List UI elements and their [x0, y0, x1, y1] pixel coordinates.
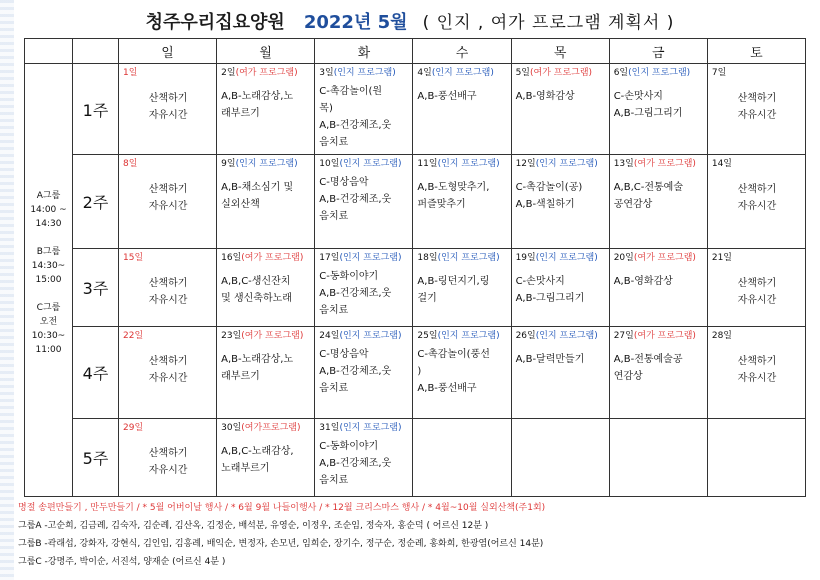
day-cell: [119, 327, 217, 419]
header-wed: 수: [413, 39, 511, 64]
day-header: [319, 66, 409, 80]
day-header: [417, 66, 507, 80]
day-cell: [119, 64, 217, 155]
activity-line: 노래부르기: [221, 463, 270, 474]
day-header: [221, 157, 311, 171]
group-time-line: 오전: [39, 317, 58, 327]
activity-line: 공연감상: [613, 199, 653, 210]
group-a-members: 그룹A -고순희, 김금례, 김숙자, 김순례, 김산옥, 김정순, 배석분, 유영순, 이정우, 조순임, 정숙자, 홍순덕 ( 어르신 12분 ): [18, 521, 489, 531]
date-number: 1일: [123, 68, 138, 78]
date-number: 2일: [221, 68, 236, 78]
date-number: 23일: [221, 331, 242, 341]
activity-text: [319, 83, 409, 151]
day-cell: [511, 327, 609, 419]
day-header: [221, 421, 311, 435]
activity-line: 음치료: [319, 383, 349, 394]
program-tag: (여가 프로그램): [241, 253, 304, 263]
group-c-members: 그룹C -강명주, 박이순, 서진석, 양재순 (어르신 4분 ): [18, 557, 226, 567]
activity-line: 산책하기: [737, 184, 777, 195]
day-cell: [707, 419, 805, 497]
group-time-line: C그룹: [36, 303, 61, 313]
activity-line: C-동화이야기: [319, 271, 379, 282]
program-tag: (인지 프로그램): [437, 331, 500, 341]
header-sun: 일: [119, 39, 217, 64]
activity-line: A,B-풍선배구: [417, 91, 477, 102]
program-tag: (여가 프로그램): [235, 68, 298, 78]
activity-line: 산책하기: [148, 356, 188, 367]
date-number: 14일: [711, 159, 732, 169]
program-tag: (인지 프로그램): [535, 253, 598, 263]
header-mon: 월: [217, 39, 315, 64]
activity-line: A,B-영화감상: [515, 91, 575, 102]
date-number: 15일: [123, 253, 144, 263]
activity-line: 음치료: [319, 305, 349, 316]
day-header: [123, 251, 213, 265]
events-note: 명절 송편만들기 , 만두만들기 / * 5월 어버이날 행사 / * 6월 9월 나들이행사 / * 12월 크리스마스 행사 / * 4월~10월 실외산책(주1회): [18, 503, 546, 513]
activity-text: [319, 346, 409, 397]
activity-line: ): [417, 366, 422, 377]
day-cell: [609, 64, 707, 155]
day-cell: [511, 155, 609, 249]
group-c-time: [25, 301, 72, 357]
activity-text: [319, 174, 409, 225]
activity-line: C-촉감놀이(풍선: [417, 349, 490, 360]
day-cell: [315, 419, 413, 497]
activity-line: A,B-노래감상,노: [221, 91, 294, 102]
day-header: [516, 251, 606, 265]
year-month: 2022년 5월: [303, 12, 408, 33]
program-tag: (인지 프로그램): [437, 159, 500, 169]
group-time-line: 15:00: [35, 275, 62, 285]
day-cell: [413, 249, 511, 327]
header-tue: 화: [315, 39, 413, 64]
activity-line: A,B-채소심기 및: [221, 182, 294, 193]
activity-line: A,B-건강체조,웃: [319, 458, 392, 469]
day-cell: [119, 249, 217, 327]
activity-line: 자유시간: [148, 373, 188, 384]
activity-text: [123, 445, 213, 479]
activity-line: 산책하기: [148, 184, 188, 195]
group-b-time: [25, 245, 72, 287]
facility-name: 청주우리집요양원: [145, 12, 285, 33]
activity-text: [516, 351, 606, 368]
program-tag: (인지 프로그램): [339, 423, 402, 433]
group-time-line: A그룹: [36, 191, 61, 201]
activity-text: [417, 179, 507, 213]
activity-line: 자유시간: [737, 201, 777, 212]
group-a-time: [25, 189, 72, 231]
group-time-line: B그룹: [36, 247, 61, 257]
activity-line: C-손맛사지: [613, 91, 663, 102]
activity-line: A,B,C-생신잔치: [221, 276, 291, 287]
activity-text: [712, 181, 802, 215]
program-calendar: [24, 38, 806, 497]
activity-line: 자유시간: [737, 110, 777, 121]
activity-text: [712, 275, 802, 309]
day-header: [516, 66, 606, 80]
week-row: [25, 327, 806, 419]
program-tag: (여가 프로그램): [633, 331, 696, 341]
program-tag: (인지 프로그램): [535, 331, 598, 341]
date-number: 18일: [417, 253, 438, 263]
day-header: [614, 66, 704, 80]
day-header: [319, 421, 409, 435]
activity-line: 퍼즐맞추기: [417, 199, 466, 210]
day-cell: [609, 249, 707, 327]
day-cell: [609, 419, 707, 497]
date-number: 31일: [319, 423, 340, 433]
week-label: 5주: [73, 419, 119, 497]
day-header: [614, 421, 704, 435]
week-row: [25, 249, 806, 327]
day-header: [123, 329, 213, 343]
day-header: [516, 329, 606, 343]
activity-line: C-촉감놀이(공): [515, 182, 583, 193]
activity-line: A,B-건강체조,웃: [319, 366, 392, 377]
program-tag: (여가 프로그램): [241, 331, 304, 341]
activity-line: A,B,C-노래감상,: [221, 446, 294, 457]
day-cell: [413, 155, 511, 249]
activity-text: [614, 273, 704, 290]
day-header: [319, 157, 409, 171]
date-number: 26일: [515, 331, 536, 341]
activity-line: 자유시간: [737, 295, 777, 306]
date-number: 6일: [613, 68, 629, 78]
activity-line: C-명상음악: [319, 349, 369, 360]
activity-text: [123, 353, 213, 387]
header-sat: 토: [707, 39, 805, 64]
activity-text: [319, 268, 409, 319]
date-number: 11일: [417, 159, 438, 169]
day-header: [221, 66, 311, 80]
week-row: [25, 155, 806, 249]
program-tag: (여가 프로그램): [529, 68, 593, 78]
program-tag: (인지 프로그램): [333, 68, 396, 78]
activity-text: [123, 181, 213, 215]
date-number: 20일: [613, 253, 634, 263]
program-tag: (인지 프로그램): [339, 159, 402, 169]
day-cell: [413, 419, 511, 497]
header-thu: 목: [511, 39, 609, 64]
date-number: 29일: [123, 423, 144, 433]
activity-text: [614, 351, 704, 385]
day-header: [712, 251, 802, 265]
group-time-line: 14:30~: [31, 261, 66, 271]
activity-line: 자유시간: [148, 465, 188, 476]
activity-line: A,B-노래감상,노: [221, 354, 294, 365]
week-label: 2주: [73, 155, 119, 249]
activity-text: [221, 443, 311, 477]
group-time-line: 10:30~: [31, 331, 66, 341]
day-header: [221, 251, 311, 265]
date-number: 13일: [613, 159, 634, 169]
group-time-line: 11:00: [35, 345, 62, 355]
activity-line: A,B-건강체조,웃: [319, 194, 392, 205]
activity-line: 자유시간: [148, 110, 188, 121]
header-fri: 금: [609, 39, 707, 64]
activity-text: [712, 353, 802, 387]
day-cell: [217, 155, 315, 249]
activity-line: 및 생신축하노래: [221, 293, 292, 304]
day-cell: [119, 419, 217, 497]
scan-edge: [0, 0, 14, 580]
activity-line: 래부르기: [221, 108, 260, 119]
activity-line: C-촉감놀이(원: [319, 86, 383, 97]
activity-line: A,B-전통예술공: [613, 354, 683, 365]
day-cell: [707, 249, 805, 327]
day-cell: [511, 419, 609, 497]
week-label: 3주: [73, 249, 119, 327]
activity-line: A,B-영화감상: [613, 276, 673, 287]
activity-line: 음치료: [319, 211, 349, 222]
activity-text: [614, 179, 704, 213]
activity-line: 연감상: [613, 371, 643, 382]
day-cell: [707, 327, 805, 419]
date-number: 5일: [515, 68, 530, 78]
date-number: 22일: [123, 331, 144, 341]
activity-line: 자유시간: [148, 201, 188, 212]
week-label: 1주: [73, 64, 119, 155]
date-number: 21일: [711, 253, 732, 263]
program-tag: (인지 프로그램): [339, 253, 402, 263]
activity-text: [417, 346, 507, 397]
activity-line: A,B-도형맞추기,: [417, 182, 490, 193]
program-tag: (인지 프로그램): [235, 159, 298, 169]
day-cell: [413, 327, 511, 419]
activity-text: [712, 90, 802, 124]
day-header: [712, 329, 802, 343]
activity-text: [417, 273, 507, 307]
activity-line: 산책하기: [737, 278, 777, 289]
activity-text: [221, 179, 311, 213]
date-number: 17일: [319, 253, 340, 263]
activity-line: A,B-건강체조,웃: [319, 288, 392, 299]
day-header: [417, 329, 507, 343]
date-number: 12일: [515, 159, 536, 169]
day-cell: [609, 155, 707, 249]
activity-line: 자유시간: [148, 295, 188, 306]
date-number: 4일: [417, 68, 432, 78]
week-row: [25, 64, 806, 155]
activity-line: 음치료: [319, 137, 349, 148]
program-tag: (인지 프로그램): [535, 159, 598, 169]
day-header: [712, 66, 802, 80]
date-number: 27일: [613, 331, 634, 341]
day-header: [319, 329, 409, 343]
activity-line: 산책하기: [148, 93, 188, 104]
activity-line: 산책하기: [737, 356, 777, 367]
activity-text: [614, 88, 704, 122]
activity-line: 목): [319, 103, 333, 114]
day-cell: [217, 419, 315, 497]
date-number: 3일: [319, 68, 334, 78]
date-number: 16일: [221, 253, 242, 263]
activity-text: [516, 88, 606, 105]
week-row: [25, 419, 806, 497]
day-cell: [315, 327, 413, 419]
date-number: 19일: [515, 253, 536, 263]
page-title: [0, 8, 820, 34]
day-cell: [217, 64, 315, 155]
week-label: 4주: [73, 327, 119, 419]
day-cell: [217, 249, 315, 327]
date-number: 10일: [319, 159, 340, 169]
activity-text: [319, 438, 409, 489]
program-tag: (여가 프로그램): [633, 253, 696, 263]
date-number: 9일: [221, 159, 236, 169]
day-header: [712, 157, 802, 171]
group-time-line: 14:30: [35, 219, 62, 229]
activity-line: 실외산책: [221, 199, 260, 210]
day-cell: [315, 64, 413, 155]
day-cell: [315, 155, 413, 249]
activity-text: [123, 90, 213, 124]
activity-line: A,B-링던지기,링: [417, 276, 490, 287]
day-cell: [707, 64, 805, 155]
date-number: 24일: [319, 331, 340, 341]
corner-cell: [25, 39, 73, 64]
day-header: [712, 421, 802, 435]
activity-text: [123, 275, 213, 309]
activity-line: 음치료: [319, 475, 349, 486]
day-cell: [609, 327, 707, 419]
activity-text: [516, 273, 606, 307]
activity-line: 산책하기: [148, 448, 188, 459]
day-header: [221, 329, 311, 343]
program-tag: (인지 프로그램): [431, 68, 494, 78]
day-header: [123, 421, 213, 435]
group-time-line: 14:00 ~: [30, 205, 67, 215]
corner-cell: [73, 39, 119, 64]
day-header: [614, 157, 704, 171]
date-number: 8일: [123, 159, 138, 169]
program-tag: (인지 프로그램): [628, 68, 691, 78]
program-tag: (인지 프로그램): [339, 331, 402, 341]
day-header: [123, 66, 213, 80]
activity-line: C-동화이야기: [319, 441, 379, 452]
day-header: [614, 251, 704, 265]
day-header: [516, 157, 606, 171]
day-header: [516, 421, 606, 435]
activity-line: A,B-건강체조,웃: [319, 120, 392, 131]
day-cell: [217, 327, 315, 419]
date-number: 28일: [711, 331, 732, 341]
day-cell: [511, 249, 609, 327]
day-cell: [119, 155, 217, 249]
date-number: 25일: [417, 331, 438, 341]
program-tag: (여가프로그램): [241, 423, 301, 433]
activity-line: 걸기: [417, 293, 437, 304]
group-times: [25, 64, 73, 497]
weekday-header-row: [25, 39, 806, 64]
activity-text: [221, 351, 311, 385]
activity-line: A,B-풍선배구: [417, 383, 477, 394]
day-header: [614, 329, 704, 343]
activity-text: [221, 88, 311, 122]
day-cell: [315, 249, 413, 327]
activity-line: A,B-그림그리기: [613, 108, 683, 119]
group-b-members: 그룹B -곽래섭, 강화자, 강현식, 김인임, 김흥례, 배익순, 변정자, 손모년, 임희순, 장기수, 정구순, 정순례, 홍화희, 한광염(어르신 14분): [18, 539, 544, 549]
activity-line: A,B-그림그리기: [515, 293, 585, 304]
activity-line: 산책하기: [148, 278, 188, 289]
activity-text: [417, 88, 507, 105]
day-header: [319, 251, 409, 265]
activity-line: C-명상음악: [319, 177, 369, 188]
activity-text: [221, 273, 311, 307]
activity-line: A,B,C-전통예술: [613, 182, 683, 193]
day-header: [123, 157, 213, 171]
activity-line: 자유시간: [737, 373, 777, 384]
day-header: [417, 251, 507, 265]
activity-line: 래부르기: [221, 371, 260, 382]
activity-line: A,B-색칠하기: [515, 199, 575, 210]
date-number: 7일: [711, 68, 727, 78]
activity-line: C-손맛사지: [515, 276, 565, 287]
day-cell: [413, 64, 511, 155]
date-number: 30일: [221, 423, 242, 433]
day-header: [417, 157, 507, 171]
day-cell: [511, 64, 609, 155]
plan-subtitle: ( 인지 , 여가 프로그램 계획서 ): [422, 13, 675, 33]
day-cell: [707, 155, 805, 249]
program-tag: (인지 프로그램): [437, 253, 500, 263]
day-header: [417, 421, 507, 435]
activity-line: A,B-달력만들기: [515, 354, 585, 365]
activity-line: 산책하기: [737, 93, 777, 104]
program-tag: (여가 프로그램): [633, 159, 696, 169]
activity-text: [516, 179, 606, 213]
